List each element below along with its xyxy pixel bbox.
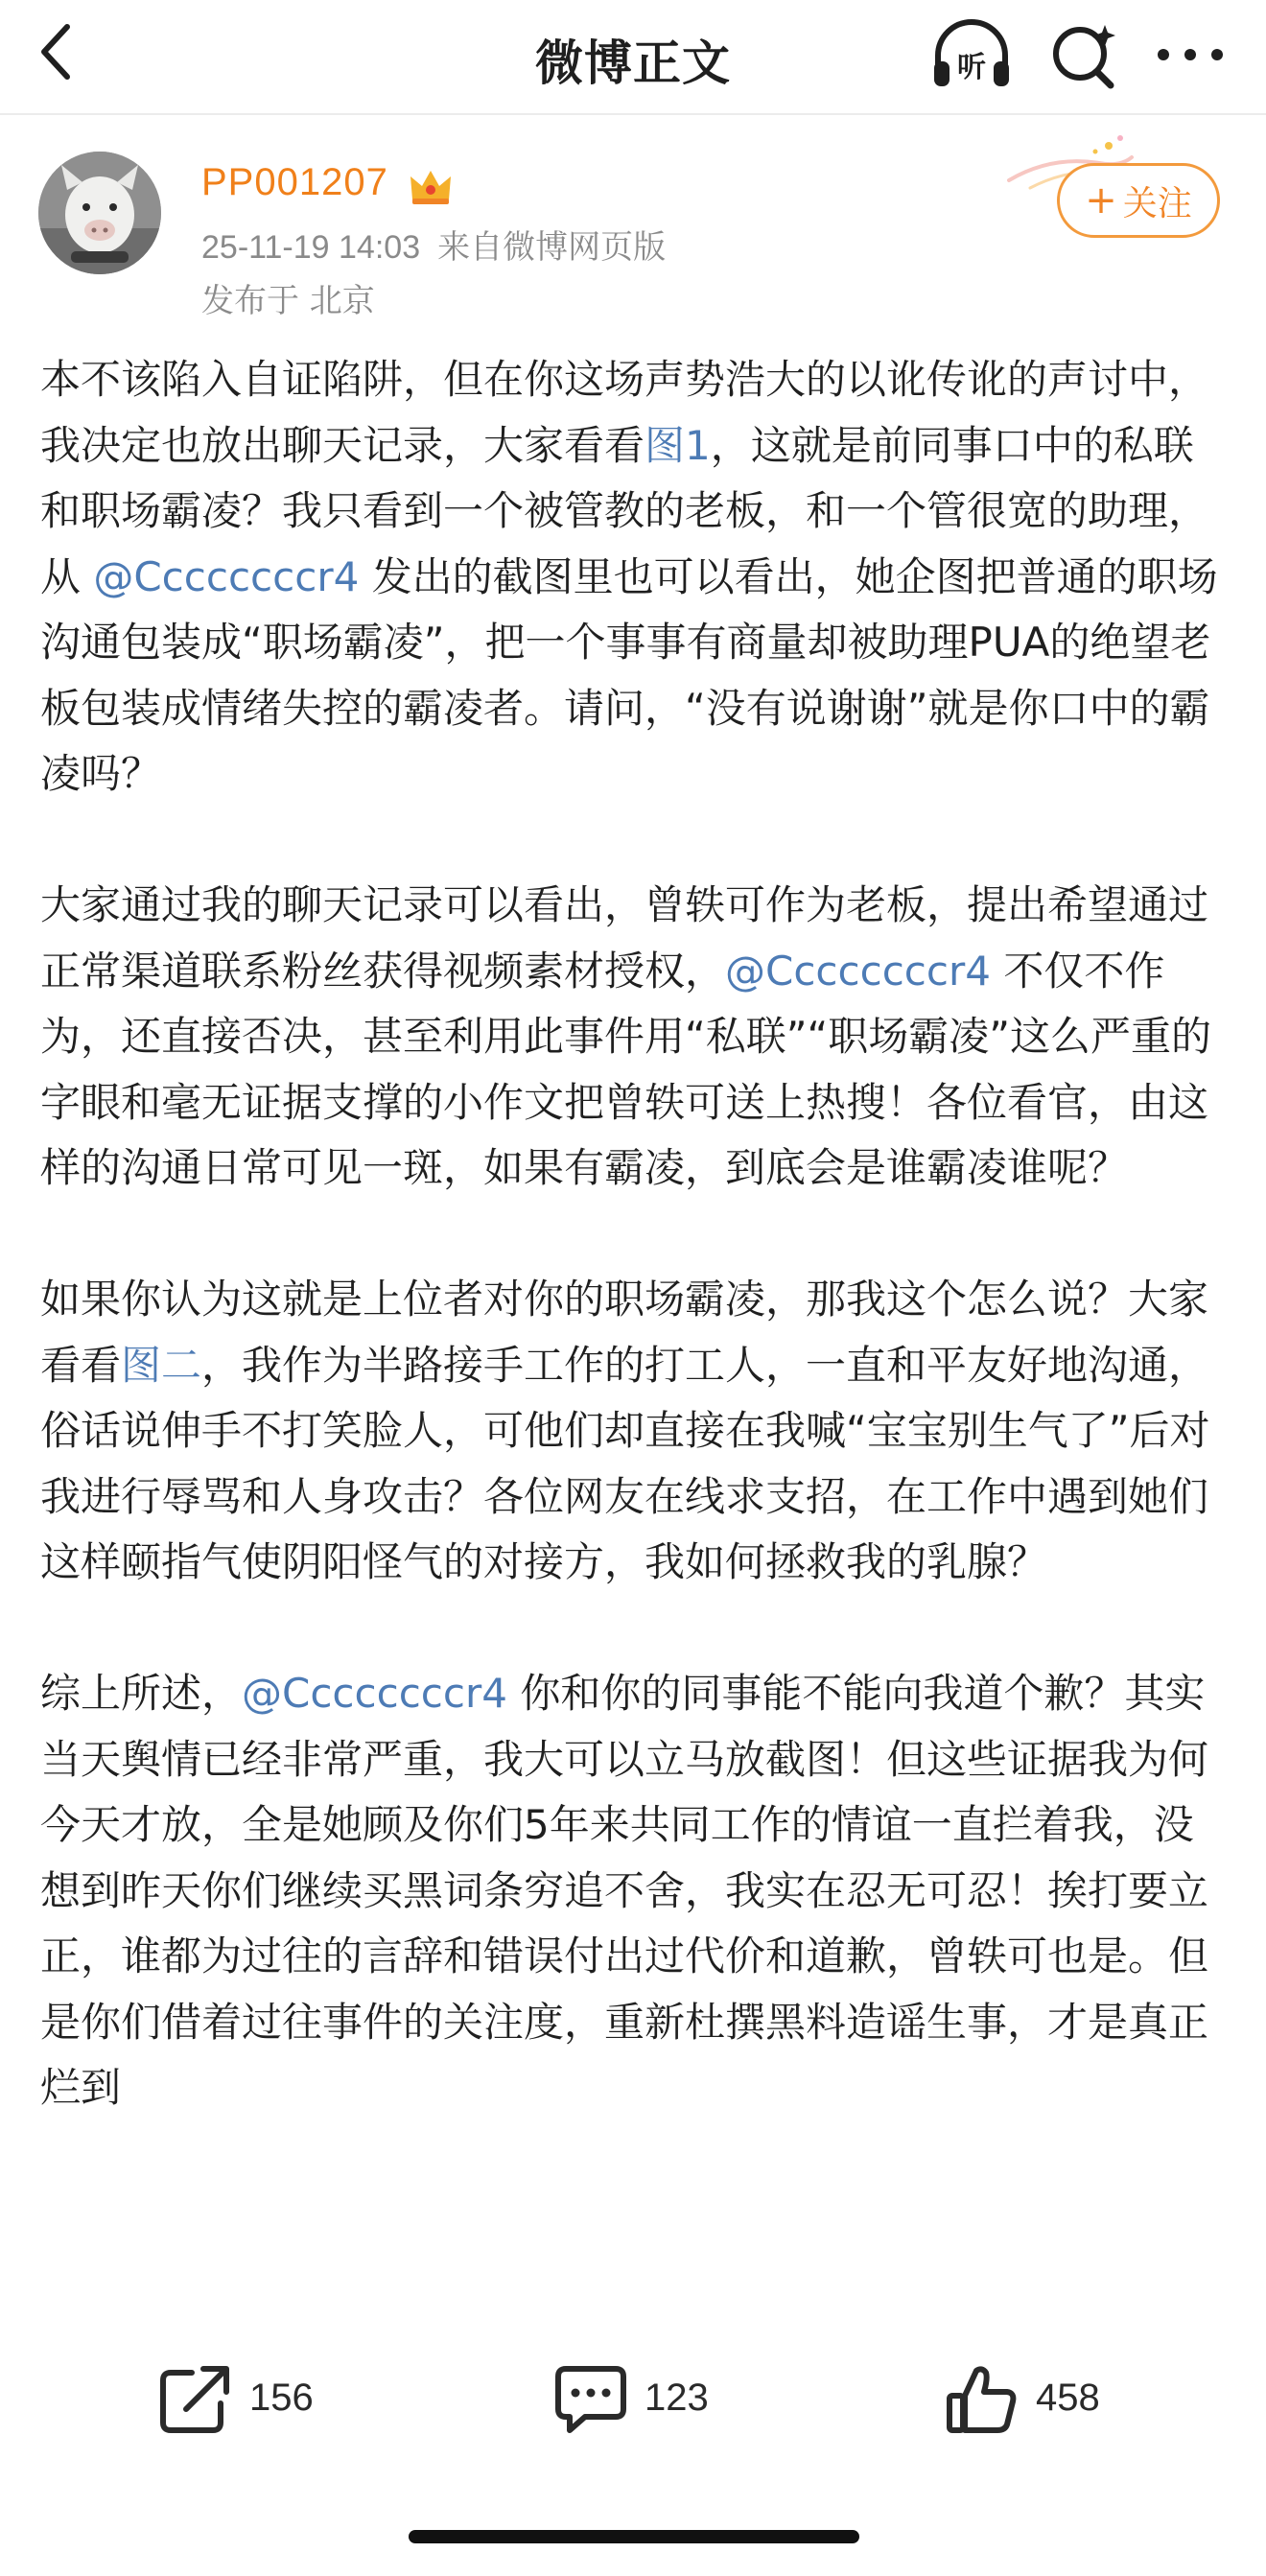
follow-label: 关注 <box>1122 183 1192 223</box>
page-title: 微博正文 <box>535 35 731 91</box>
image-link[interactable]: 图二 <box>121 1341 202 1389</box>
comment-icon <box>552 2363 629 2436</box>
post-text: 不仅不作为，还直接否决，甚至利用此事件用“私联”“职场霸凌”这么严重的字眼和毫无证据支撑的小作文把曾轶可送上热搜！各位看官，由这样的沟通日常可见一斑，如果有霸凌，到底会是谁霸凌谁呢？ <box>40 947 1212 1191</box>
search-button[interactable] <box>1042 13 1128 96</box>
more-button[interactable] <box>1147 13 1233 96</box>
listen-button[interactable] <box>928 13 1015 96</box>
post-paragraph <box>40 1661 1230 2121</box>
post-text: 如果你认为这就是上位者对你的职场霸凌，那我这个怎么说？大家看看 <box>40 1276 1209 1389</box>
mention-link[interactable]: @Ccccccccr4 <box>725 947 991 995</box>
bottom-action-bar <box>0 2323 1266 2476</box>
like-icon <box>944 2363 1020 2436</box>
post-text: ，我作为半路接手工作的打工人，一直和平友好地沟通，俗话说伸手不打笑脸人，可他们却直接在我喊“宝宝别生气了”后对我进行辱骂和人身攻击？各位网友在线求支招，在工作中遇到她们这样颐指气使阴阳怪气的对接方，我如何拯救我的乳腺？ <box>40 1341 1210 1585</box>
post-source: 来自微博网页版 <box>437 229 667 266</box>
mention-link[interactable]: @Ccccccccr4 <box>93 552 360 600</box>
post-timestamp: 25-11-19 14:03 <box>201 229 421 266</box>
post-content <box>40 347 1230 2263</box>
image-link[interactable]: 图1 <box>645 421 711 469</box>
like-count: 458 <box>1036 2377 1100 2419</box>
post-paragraph <box>40 347 1230 808</box>
crown-icon <box>409 167 453 207</box>
post-text: 发出的截图里也可以看出，她企图把普通的职场沟通包装成“职场霸凌”，把一个事事有商量却被助理PUA的绝望老板包装成情绪失控的霸凌者。请问，“没有说谢谢”就是你口中的霸凌吗？ <box>40 552 1218 797</box>
mention-link[interactable]: @Ccccccccr4 <box>242 1670 507 1717</box>
post-paragraph <box>40 873 1230 1202</box>
top-nav-bar <box>0 0 1266 115</box>
follow-button[interactable] <box>1057 163 1220 238</box>
post-text: 大家通过我的聊天记录可以看出，曾轶可作为老板，提出希望通过正常渠道联系粉丝获得视频素材授权， <box>40 881 1209 995</box>
listen-label: 听 <box>957 51 986 84</box>
post-text: ，这就是前同事口中的私联和职场霸凌？我只看到一个被管教的老板，和一个管很宽的助理，从 <box>40 421 1209 600</box>
share-button[interactable] <box>157 2352 349 2447</box>
author-name[interactable]: PP001207 <box>201 161 388 203</box>
post-text: 本不该陷入自证陷阱，但在你这场声势浩大的以讹传讹的声讨中，我决定也放出聊天记录，大家看看 <box>40 356 1209 469</box>
comment-count: 123 <box>645 2377 709 2419</box>
more-icon <box>1147 13 1233 96</box>
post-meta <box>201 221 666 268</box>
pig-avatar-image <box>38 152 161 274</box>
post-location: 发布于 北京 <box>201 282 375 320</box>
post-text: 你和你的同事能不能向我道个歉？其实当天舆情已经非常严重，我大可以立马放截图！但这些证据我为何今天才放，全是她顾及你们5年来共同工作的情谊一直拦着我，没想到昨天你们继续买黑词条穷追不舍，我实在忍无可忍！挨打要立正，谁都为过往的言辞和错误付出过代价和道歉，曾轶可也是。但是你们借着过往事件的关注度，重新杜撰黑料造谣生事，才是真正烂到 <box>40 1670 1209 2111</box>
post-text: 综上所述， <box>40 1670 243 1717</box>
author-block <box>0 113 1266 324</box>
avatar[interactable] <box>38 152 161 274</box>
plus-icon: + <box>1085 178 1117 222</box>
comment-button[interactable] <box>552 2352 744 2447</box>
search-icon <box>1042 13 1128 96</box>
post-paragraph <box>40 1267 1230 1596</box>
home-indicator <box>409 2530 859 2543</box>
share-icon <box>157 2363 234 2436</box>
like-button[interactable] <box>944 2352 1136 2447</box>
headphones-icon <box>928 13 1015 96</box>
repost-count: 156 <box>249 2377 314 2419</box>
